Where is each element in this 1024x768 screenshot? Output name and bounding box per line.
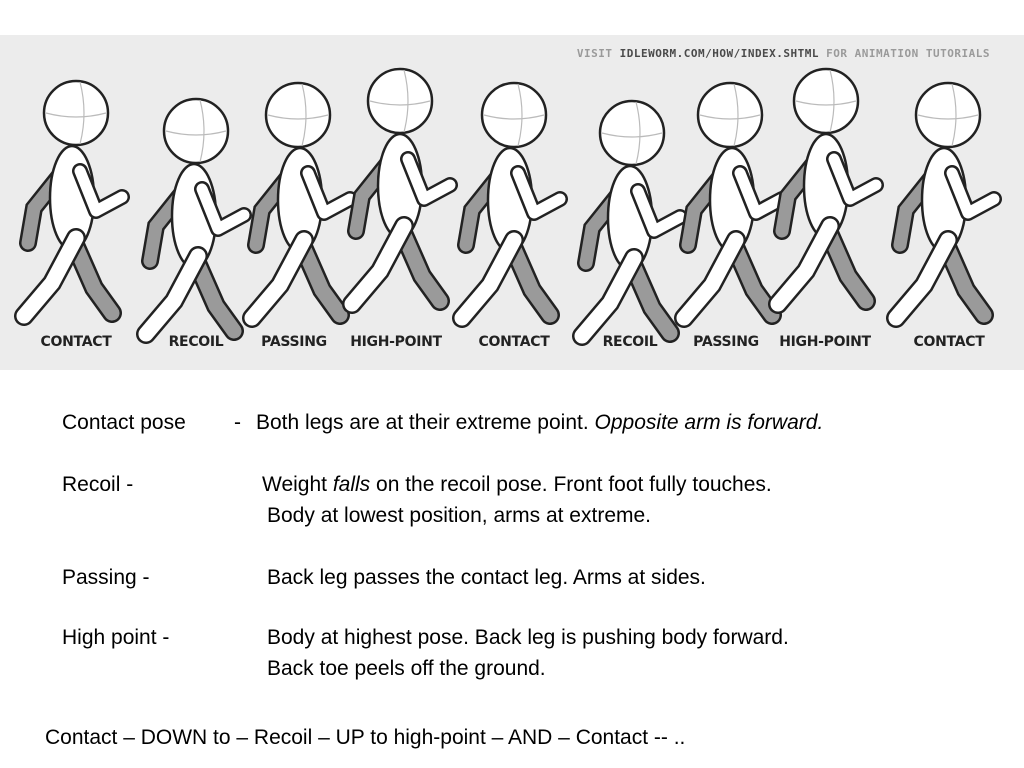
pose-label-contact-3: CONTACT [913, 334, 985, 350]
walker-head [698, 83, 762, 147]
walker-head [916, 83, 980, 147]
pose-label-passing-2: PASSING [693, 334, 759, 350]
walker-figure [462, 83, 560, 318]
high-point-definition-line2: Back toe peels off the ground. [267, 657, 546, 680]
recoil-emphasis: falls [332, 473, 371, 496]
contact-emphasis: Opposite arm is forward. [594, 411, 824, 434]
walker-head [44, 81, 108, 145]
walk-cycle-summary: Contact – DOWN to – Recoil – UP to high-point – AND – Contact -- .. [45, 726, 686, 749]
walker-figure [778, 69, 876, 304]
recoil-definition [262, 473, 772, 497]
walker-head [794, 69, 858, 133]
recoil-text-b: on the recoil pose. Front foot fully touches. [376, 473, 772, 496]
tutorial-url: IDLEWORM.COM/HOW/INDEX.SHTML [619, 47, 820, 60]
walker-figure [896, 83, 994, 318]
passing-term: Passing - [62, 566, 150, 589]
walker-head [266, 83, 330, 147]
contact-definition [256, 411, 823, 435]
walker-head [600, 101, 664, 165]
walker-figure [252, 83, 350, 318]
walker-figure [684, 83, 782, 318]
walker-figure [582, 101, 680, 336]
recoil-term: Recoil - [62, 473, 134, 496]
walker-head [164, 99, 228, 163]
pose-label-passing-1: PASSING [261, 334, 327, 350]
passing-definition: Back leg passes the contact leg. Arms at sides. [267, 566, 706, 589]
contact-text: Both legs are at their extreme point. [256, 411, 589, 434]
pose-label-contact-2: CONTACT [478, 334, 550, 350]
walker-figure [352, 69, 450, 304]
contact-term: Contact pose [62, 411, 186, 434]
recoil-definition-line2: Body at lowest position, arms at extreme. [267, 504, 651, 527]
high-point-term: High point - [62, 626, 170, 649]
high-point-definition: Body at highest pose. Back leg is pushing body forward. [267, 626, 789, 649]
walker-head [482, 83, 546, 147]
contact-separator: - [234, 411, 241, 434]
walker-figure [146, 99, 244, 334]
pose-label-high-point-1: HIGH-POINT [350, 334, 442, 350]
recoil-text-a: Weight [262, 473, 327, 496]
pose-label-contact-1: CONTACT [40, 334, 112, 350]
visit-prefix: VISIT [576, 47, 613, 60]
walker-head [368, 69, 432, 133]
walker-figure [24, 81, 122, 316]
pose-label-high-point-2: HIGH-POINT [779, 334, 871, 350]
walk-cycle-figures [0, 35, 1024, 370]
visit-suffix: FOR ANIMATION TUTORIALS [826, 47, 990, 60]
pose-label-recoil-1: RECOIL [168, 334, 224, 350]
pose-label-recoil-2: RECOIL [602, 334, 658, 350]
walk-cycle-illustration [0, 35, 1024, 370]
